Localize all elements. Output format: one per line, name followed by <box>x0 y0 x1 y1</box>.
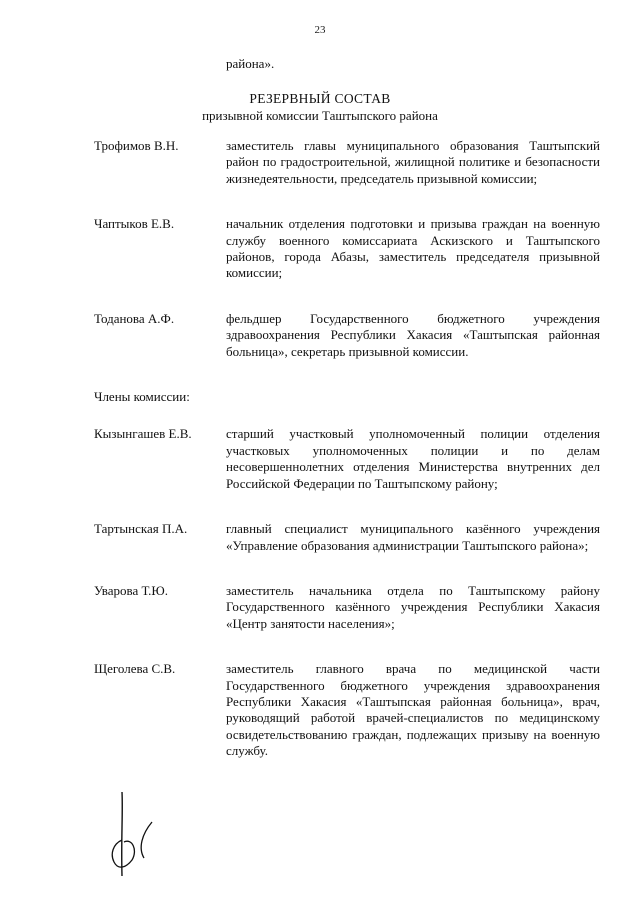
entry-name: Щеголева С.В. <box>94 661 176 677</box>
section-heading <box>0 90 640 124</box>
entry-member <box>94 521 600 554</box>
entry-description: заместитель начальника отдела по Таштыпскому району Государственного казённого учреждения Республики Хакасия «Центр занятости населения»; <box>226 582 600 631</box>
heading-subtitle: призывной комиссии Таштыпского района <box>202 108 438 123</box>
entry-member <box>94 426 600 492</box>
entry-name: Трофимов В.Н. <box>94 138 179 153</box>
entry-name: Кызынгашев Е.В. <box>94 426 192 442</box>
entry-deputy-chairman <box>94 216 600 282</box>
entry-name: Тартынская П.А. <box>94 521 188 537</box>
entry-description: главный специалист муниципального казённого учреждения «Управление образования администрации Таштыпского района»; <box>226 521 600 553</box>
entry-name: Уварова Т.Ю. <box>94 582 168 598</box>
commission-list <box>94 138 600 789</box>
entry-member <box>94 661 600 759</box>
entry-description: начальник отделения подготовки и призыва граждан на военную службу военного комиссариата Аскизского и Таштыпского районов, города Абазы, заместитель председателя призывной комиссии; <box>226 216 600 281</box>
handwritten-signature <box>108 788 168 883</box>
entry-member <box>94 583 600 632</box>
entry-name: Тоданова А.Ф. <box>94 310 175 326</box>
page-number: 23 <box>314 24 326 36</box>
entry-description: заместитель главы муниципального образования Таштыпский район по градостроительной, жилищной политике и безопасности жизнедеятельности, председатель призывной комиссии; <box>226 138 600 186</box>
heading-title: РЕЗЕРВНЫЙ СОСТАВ <box>249 91 391 106</box>
continuation-text: района». <box>226 56 275 71</box>
entry-description: старший участковый уполномоченный полиции отделения участковых уполномоченных полиции и по делам несовершеннолетних отделения Министерства внутренних дел Российской Федерации по Таштыпскому району; <box>226 426 600 491</box>
entry-name: Чаптыков Е.В. <box>94 216 175 232</box>
entry-secretary <box>94 311 600 360</box>
entry-description: фельдшер Государственного бюджетного учреждения здравоохранения Республики Хакасия «Таштыпская районная больница», секретарь призывной комиссии. <box>226 310 600 359</box>
members-label: Члены комиссии: <box>94 389 190 405</box>
entry-chairman <box>94 138 600 187</box>
entry-description: заместитель главного врача по медицинской части Государственного бюджетного учреждения здравоохранения Республики Хакасия «Таштыпская районная больница», врач, руководящий работой врачей-специалистов по медицинскому освидетельствованию граждан, подлежащих призыву на военную службу. <box>226 661 600 759</box>
